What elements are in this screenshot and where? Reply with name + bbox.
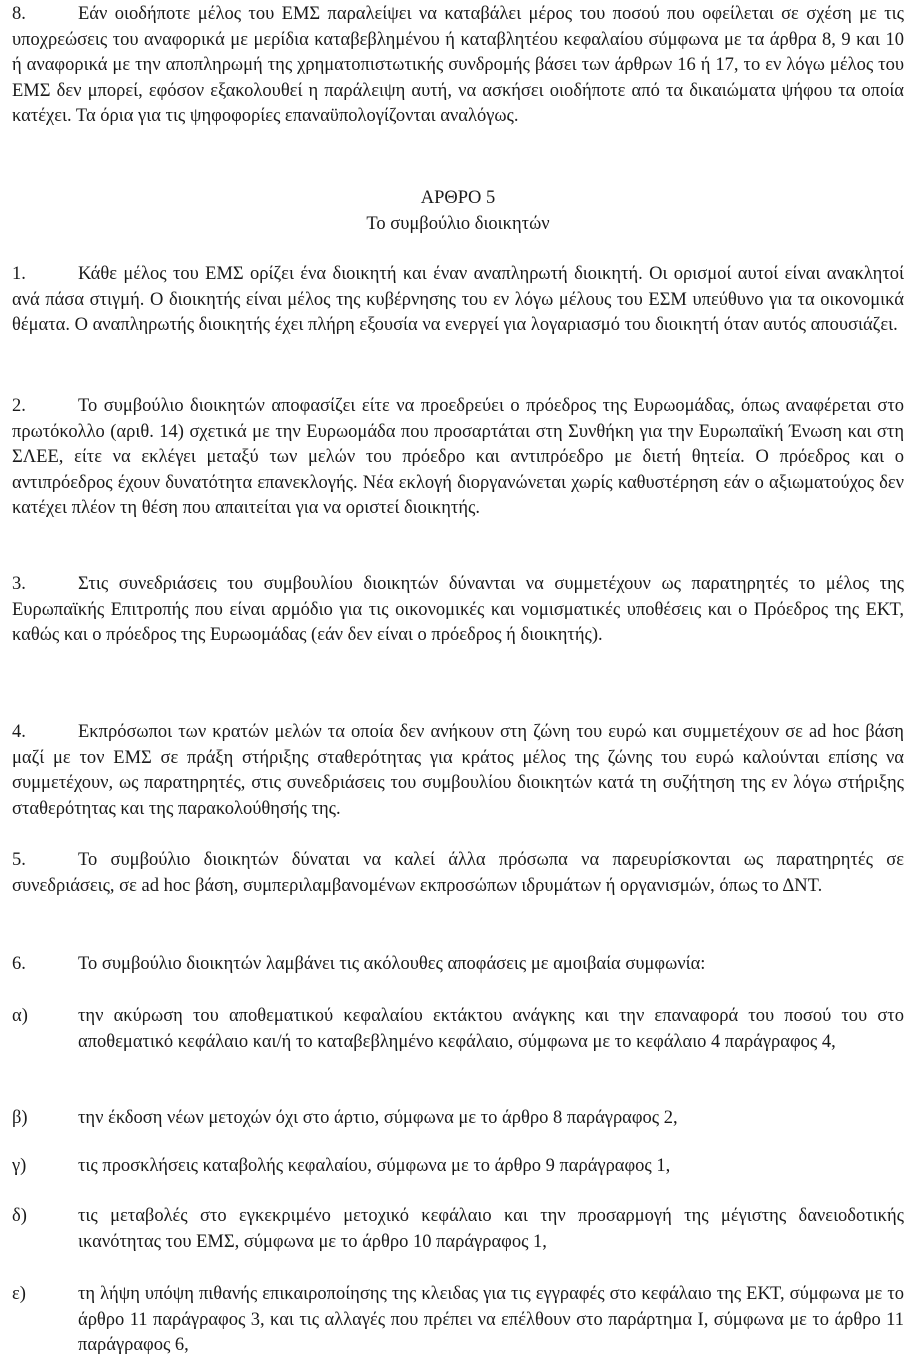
paragraph-number: 6. <box>12 954 26 974</box>
list-item-d <box>12 1204 904 1255</box>
paragraph-3 <box>12 572 904 649</box>
paragraph-5 <box>12 848 904 899</box>
article-title: Το συμβούλιο διοικητών <box>366 214 550 234</box>
list-item-label: α) <box>12 1006 28 1026</box>
paragraph-4 <box>12 720 904 822</box>
list-item-text: την ακύρωση του αποθεματικού κεφαλαίου εκτάκτου ανάγκης και την επαναφορά του ποσού του στο αποθεματικό κεφάλαιο και/ή το καταβεβλημένο κεφάλαιο, σύμφωνα με το κεφάλαιο 4 παράγραφος 4, <box>78 1006 904 1052</box>
paragraph-text: Εάν οιοδήποτε μέλος του ΕΜΣ παραλείψει να καταβάλει μέρος του ποσού που οφείλεται σε σχέση με τις υποχρεώσεις του αναφορικά με μερίδια καταβεβλημένου ή καταβλητέου κεφαλαίου σύμφωνα με τα άρθρα 8, 9 και 10 ή αναφορικά με την αποπληρωμή της χρηματοπιστωτικής συνδρομής βάσει των άρθρων 16 ή 17, το εν λόγω μέλος του ΕΜΣ δεν μπορεί, εφόσον εξακολουθεί η παράλειψη αυτή, να ασκήσει οιοδήποτε από τα δικαιώματα ψήφου τα οποία κατέχει. Τα όρια για τις ψηφοφορίες επαναϋπολογίζονται αναλόγως. <box>12 4 904 126</box>
paragraph-text: Εκπρόσωποι των κρατών μελών τα οποία δεν ανήκουν στη ζώνη του ευρώ και συμμετέχουν σε ad hoc βάση μαζί με τον ΕΜΣ σε πράξη στήριξης σταθερότητας για κράτος μέλος της ζώνης του ευρώ καλούνται επίσης να συμμετέχουν, ως παρατηρητές, στις συνεδριάσεις του συμβουλίου διοικητών κατά τη συζήτηση της εν λόγω στήριξης σταθερότητας και της παρακολούθησής της. <box>12 722 904 819</box>
paragraph-number: 8. <box>12 4 26 24</box>
list-item-text: τη λήψη υπόψη πιθανής επικαιροποίησης της κλειδας για τις εγγραφές στο κεφάλαιο της ΕΚΤ, σύμφωνα με το άρθρο 11 παράγραφος 3, και τις αλλαγές που πρέπει να επέλθουν στο παράρτημα Ι, σύμφωνα με το άρθρο 11 παράγραφος 6, <box>78 1284 904 1355</box>
paragraph-6 <box>12 952 904 978</box>
list-item-e <box>12 1282 904 1359</box>
list-item-text: τις προσκλήσεις καταβολής κεφαλαίου, σύμφωνα με το άρθρο 9 παράγραφος 1, <box>78 1156 671 1176</box>
list-item-text: την έκδοση νέων μετοχών όχι στο άρτιο, σύμφωνα με το άρθρο 8 παράγραφος 2, <box>78 1108 678 1128</box>
paragraph-text: Στις συνεδριάσεις του συμβουλίου διοικητών δύνανται να συμμετέχουν ως παρατηρητές το μέλος της Ευρωπαϊκής Επιτροπής που είναι αρμόδιο για τις οικονομικές και νομισματικές υποθέσεις και ο Πρόεδρος της ΕΚΤ, καθώς και ο πρόεδρος της Ευρωομάδας (εάν δεν είναι ο πρόεδρος ή διοικητής). <box>12 574 904 645</box>
article-number: ΑΡΘΡΟ 5 <box>420 188 496 208</box>
paragraph-number: 3. <box>12 574 26 594</box>
list-item-label: γ) <box>12 1156 27 1176</box>
paragraph-2 <box>12 394 904 522</box>
paragraph-text: Το συμβούλιο διοικητών αποφασίζει είτε να προεδρεύει ο πρόεδρος της Ευρωομάδας, όπως αναφέρεται στο πρωτόκολλο (αριθ. 14) σχετικά με την Ευρωομάδα που προσαρτάται στη Συνθήκη για την Ευρωπαϊκή Ένωση και στη ΣΛΕΕ, είτε να εκλέγει μεταξύ των μελών του πρόεδρο και αντιπρόεδρο με διετή θητεία. Ο πρόεδρος και ο αντιπρόεδρος έχουν δυνατότητα επανεκλογής. Νέα εκλογή διοργανώνεται χωρίς καθυστέρηση εάν ο αξιωματούχος δεν κατέχει πλέον τη θέση που απαιτείται για να οριστεί διοικητής. <box>12 396 904 518</box>
paragraph-text: Το συμβούλιο διοικητών λαμβάνει τις ακόλουθες αποφάσεις με αμοιβαία συμφωνία: <box>78 954 706 974</box>
paragraph-text: Το συμβούλιο διοικητών δύναται να καλεί άλλα πρόσωπα να παρευρίσκονται ως παρατηρητές σε συνεδριάσεις, σε ad hoc βάση, συμπεριλαμβανομένων εκπροσώπων ιδρυμάτων ή οργανισμών, όπως το ΔΝΤ. <box>12 850 904 896</box>
document-page <box>12 0 904 1365</box>
list-item-text: τις μεταβολές στο εγκεκριμένο μετοχικό κεφάλαιο και την προσαρμογή της μέγιστης δανειοδοτικής ικανότητας του ΕΜΣ, σύμφωνα με το άρθρο 10 παράγραφος 1, <box>78 1206 904 1252</box>
paragraph-number: 4. <box>12 722 26 742</box>
list-item-b <box>12 1106 904 1132</box>
paragraph-number: 1. <box>12 264 26 284</box>
list-item-label: δ) <box>12 1206 27 1226</box>
list-item-label: β) <box>12 1108 28 1128</box>
list-item-c <box>12 1154 904 1180</box>
paragraph-1 <box>12 262 904 339</box>
paragraph-text: Κάθε μέλος του ΕΜΣ ορίζει ένα διοικητή και έναν αναπληρωτή διοικητή. Οι ορισμοί αυτοί είναι ανακλητοί ανά πάσα στιγμή. Ο διοικητής είναι μέλος της κυβέρνησης του εν λόγω μέλους του ΕΣΜ υπεύθυνο για τα οικονομικά θέματα. Ο αναπληρωτής διοικητής έχει πλήρη εξουσία να ενεργεί για λογαριασμό του διοικητή όταν αυτός απουσιάζει. <box>12 264 904 335</box>
list-item-label: ε) <box>12 1284 26 1304</box>
list-item-a <box>12 1004 904 1055</box>
paragraph-number: 2. <box>12 396 26 416</box>
paragraph-8 <box>12 2 904 130</box>
paragraph-number: 5. <box>12 850 26 870</box>
